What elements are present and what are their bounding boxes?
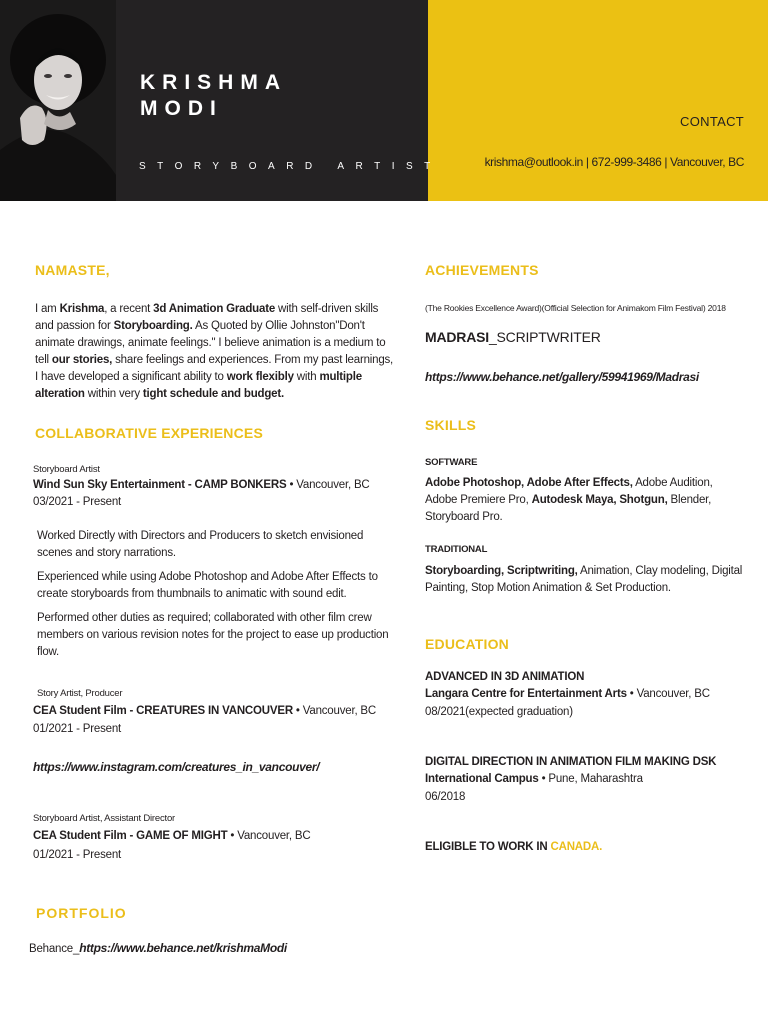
award-text: (The Rookies Excellence Award)(Official Selection for Animakom Film Festival) 2018 <box>425 303 726 313</box>
collab-heading: COLLABORATIVE EXPERIENCES <box>35 425 263 441</box>
job-title: STORYBOARD ARTIST <box>139 161 442 172</box>
edu1-degree: ADVANCED IN 3D ANIMATION <box>425 671 585 683</box>
job2-dates: 01/2021 - Present <box>33 723 122 735</box>
job3-role: Storyboard Artist, Assistant Director <box>33 813 176 824</box>
job1-role: Storyboard Artist <box>33 464 100 475</box>
film-credit: MADRASI_SCRIPTWRITER <box>425 329 601 345</box>
first-name: KRISHMA <box>140 71 287 94</box>
portfolio-heading: PORTFOLIO <box>36 905 127 921</box>
job1-dates: 03/2021 - Present <box>33 496 122 508</box>
instagram-link[interactable]: https://www.instagram.com/creatures_in_vancouver/ <box>33 760 320 774</box>
job1-bullet-1: Worked Directly with Directors and Producers to sketch envisioned scenes and story narrations. <box>37 530 364 559</box>
edu2-degree: DIGITAL DIRECTION IN ANIMATION FILM MAKING DSK <box>425 756 717 768</box>
software-label: SOFTWARE <box>425 457 478 468</box>
portfolio-line: Behance_https://www.behance.net/krishmaModi <box>29 941 287 955</box>
header-contact-panel <box>428 0 768 201</box>
skills-heading: SKILLS <box>425 417 476 433</box>
madrasi-link[interactable]: https://www.behance.net/gallery/59941969/Madrasi <box>425 370 699 384</box>
job1-bullet-2: Experienced while using Adobe Photoshop and Adobe After Effects to create storyboards from thumbnails to animatic with sound edit. <box>37 571 378 600</box>
achievements-heading: ACHIEVEMENTS <box>425 262 539 278</box>
job2-title: CEA Student Film - CREATURES IN VANCOUVER • Vancouver, BC <box>33 705 377 717</box>
job1-title: Wind Sun Sky Entertainment - CAMP BONKERS • Vancouver, BC <box>33 479 370 491</box>
edu2-dates: 06/2018 <box>425 791 466 803</box>
last-name: MODI <box>140 97 223 120</box>
traditional-skills: Storyboarding, Scriptwriting, Animation, Clay modeling, Digital Painting, Stop Motion Animation & Set Production. <box>425 565 743 594</box>
edu1-school: Langara Centre for Entertainment Arts • Vancouver, BC <box>425 688 710 700</box>
intro-paragraph: I am Krishma, a recent 3d Animation Graduate with self-driven skills and passion for Storyboarding. As Quoted by Ollie Johnston"Don't animate drawings, animate feelings." I believe animation is a medium to tell our stories, share feelings and experiences. From my past learnings, I have developed a significant ability to work flexibly with multiple alteration within very tight schedule and budget. <box>35 303 394 400</box>
profile-photo <box>0 0 116 201</box>
traditional-label: TRADITIONAL <box>425 544 488 555</box>
education-heading: EDUCATION <box>425 636 509 652</box>
software-skills: Adobe Photoshop, Adobe After Effects, Adobe Audition, Adobe Premiere Pro, Autodesk Maya, Shotgun, Blender, Storyboard Pro. <box>425 477 713 523</box>
contact-details: krishma@outlook.in | 672-999-3486 | Vancouver, BC <box>484 155 744 169</box>
namaste-heading: NAMASTE, <box>35 262 110 278</box>
work-eligibility: ELIGIBLE TO WORK IN CANADA. <box>425 841 603 853</box>
job3-dates: 01/2021 - Present <box>33 849 122 861</box>
job1-bullet-3: Performed other duties as required; collaborated with other film crew members on various revision notes for the project to ease up production flow. <box>37 612 389 658</box>
job3-title: CEA Student Film - GAME OF MIGHT • Vancouver, BC <box>33 830 311 842</box>
behance-link[interactable]: https://www.behance.net/krishmaModi <box>79 941 287 955</box>
contact-heading: CONTACT <box>680 114 744 129</box>
edu2-school: International Campus • Pune, Maharashtra <box>425 773 643 785</box>
job2-role: Story Artist, Producer <box>37 688 123 699</box>
edu1-dates: 08/2021(expected graduation) <box>425 706 573 718</box>
